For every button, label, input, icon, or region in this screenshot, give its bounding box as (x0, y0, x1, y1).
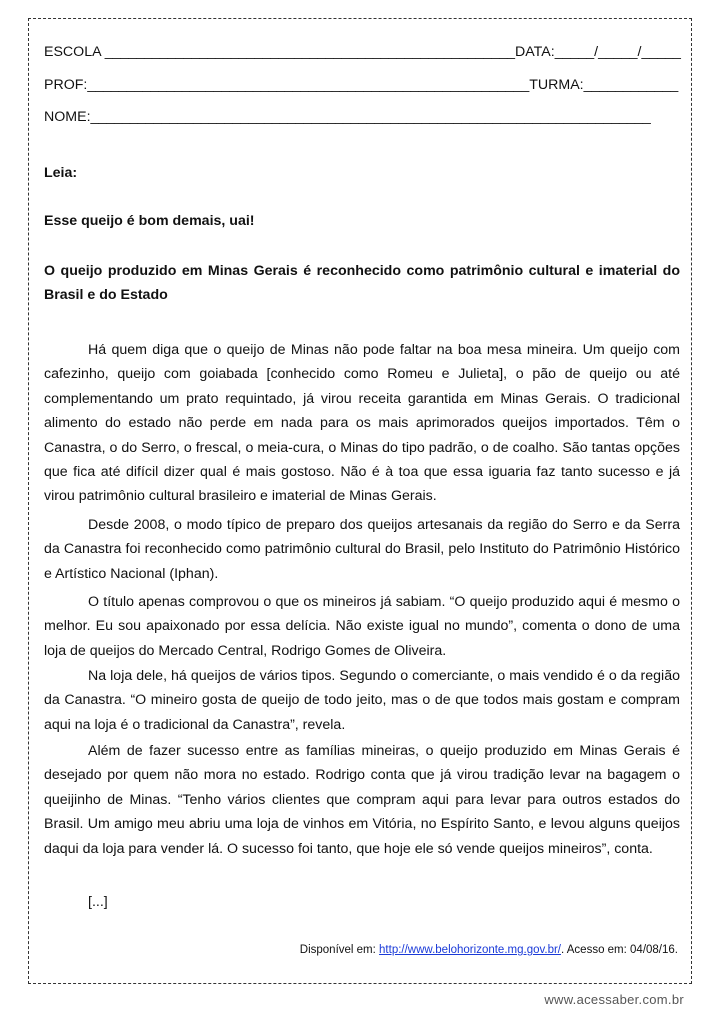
paragraph-4: Na loja dele, há queijos de vários tipos. Segundo o comerciante, o mais vendido é o da região da Canastra. “O mineiro gosta de queijo de todo jeito, mas o de que todos mais gostam e compram aqui na loja é o tradicional da Canastra”, revela. (44, 668, 680, 733)
site-watermark: www.acessaber.com.br (544, 992, 684, 1007)
source-suffix: . Acesso em: 04/08/16. (561, 944, 678, 956)
leia-label: Leia: (44, 165, 78, 181)
text-title: Esse queijo é bom demais, uai! (44, 213, 255, 229)
escola-date-line: ESCOLA ____________________________________________________DATA:_____/_____/_____ (44, 44, 681, 60)
nome-line: NOME:_______________________________________________________________________ (44, 109, 651, 125)
ellipsis: [...] (88, 894, 108, 910)
text-subtitle: O queijo produzido em Minas Gerais é reconhecido como patrimônio cultural e imaterial do Brasil e do Estado (44, 263, 680, 304)
source-citation (300, 944, 678, 956)
paragraph-2: Desde 2008, o modo típico de preparo dos queijos artesanais da região do Serro e da Serra da Canastra foi reconhecido como patrimônio cultural do Brasil, pelo Instituto do Patrimônio Histórico e Artístico Nacional (Iphan). (44, 517, 680, 582)
source-link[interactable]: http://www.belohorizonte.mg.gov.br/ (379, 944, 561, 956)
paragraph-5: Além de fazer sucesso entre as famílias mineiras, o queijo produzido em Minas Gerais é desejado por quem não mora no estado. Rodrigo conta que já virou tradição levar na bagagem o queijinho de Minas. “Tenho vários clientes que compram aqui para levar para outros estados do Brasil. Um amigo meu abriu uma loja de vinhos em Vitória, no Espírito Santo, e levou alguns queijos daqui da loja para vender lá. O sucesso foi tanto, que hoje ele só vende queijos mineiros”, conta. (44, 743, 680, 857)
prof-turma-line: PROF:________________________________________________________TURMA:____________ (44, 77, 679, 93)
paragraph-3: O título apenas comprovou o que os mineiros já sabiam. “O queijo produzido aqui é mesmo o melhor. Eu sou apaixonado por essa delícia. Não existe igual no mundo”, comenta o dono de uma loja de queijos do Mercado Central, Rodrigo Gomes de Oliveira. (44, 594, 680, 659)
source-prefix: Disponível em: (299, 944, 380, 956)
paragraph-1: Há quem diga que o queijo de Minas não pode faltar na boa mesa mineira. Um queijo com cafezinho, queijo com goiabada [conhecido como Romeu e Julieta], o pão de queijo ou até complementando um prato requintado, já virou receita garantida em Minas Gerais. O tradicional alimento do estado não perde em nada para os mais aprimorados queijos importados. Têm o Canastra, o do Serro, o frescal, o meia-cura, o Minas do tipo padrão, o de coalho. São tantas opções que fica até difícil dizer qual é mais gostoso. Não é à toa que essa iguaria faz tanto sucesso e já virou patrimônio cultural brasileiro e imaterial de Minas Gerais. (44, 342, 680, 505)
